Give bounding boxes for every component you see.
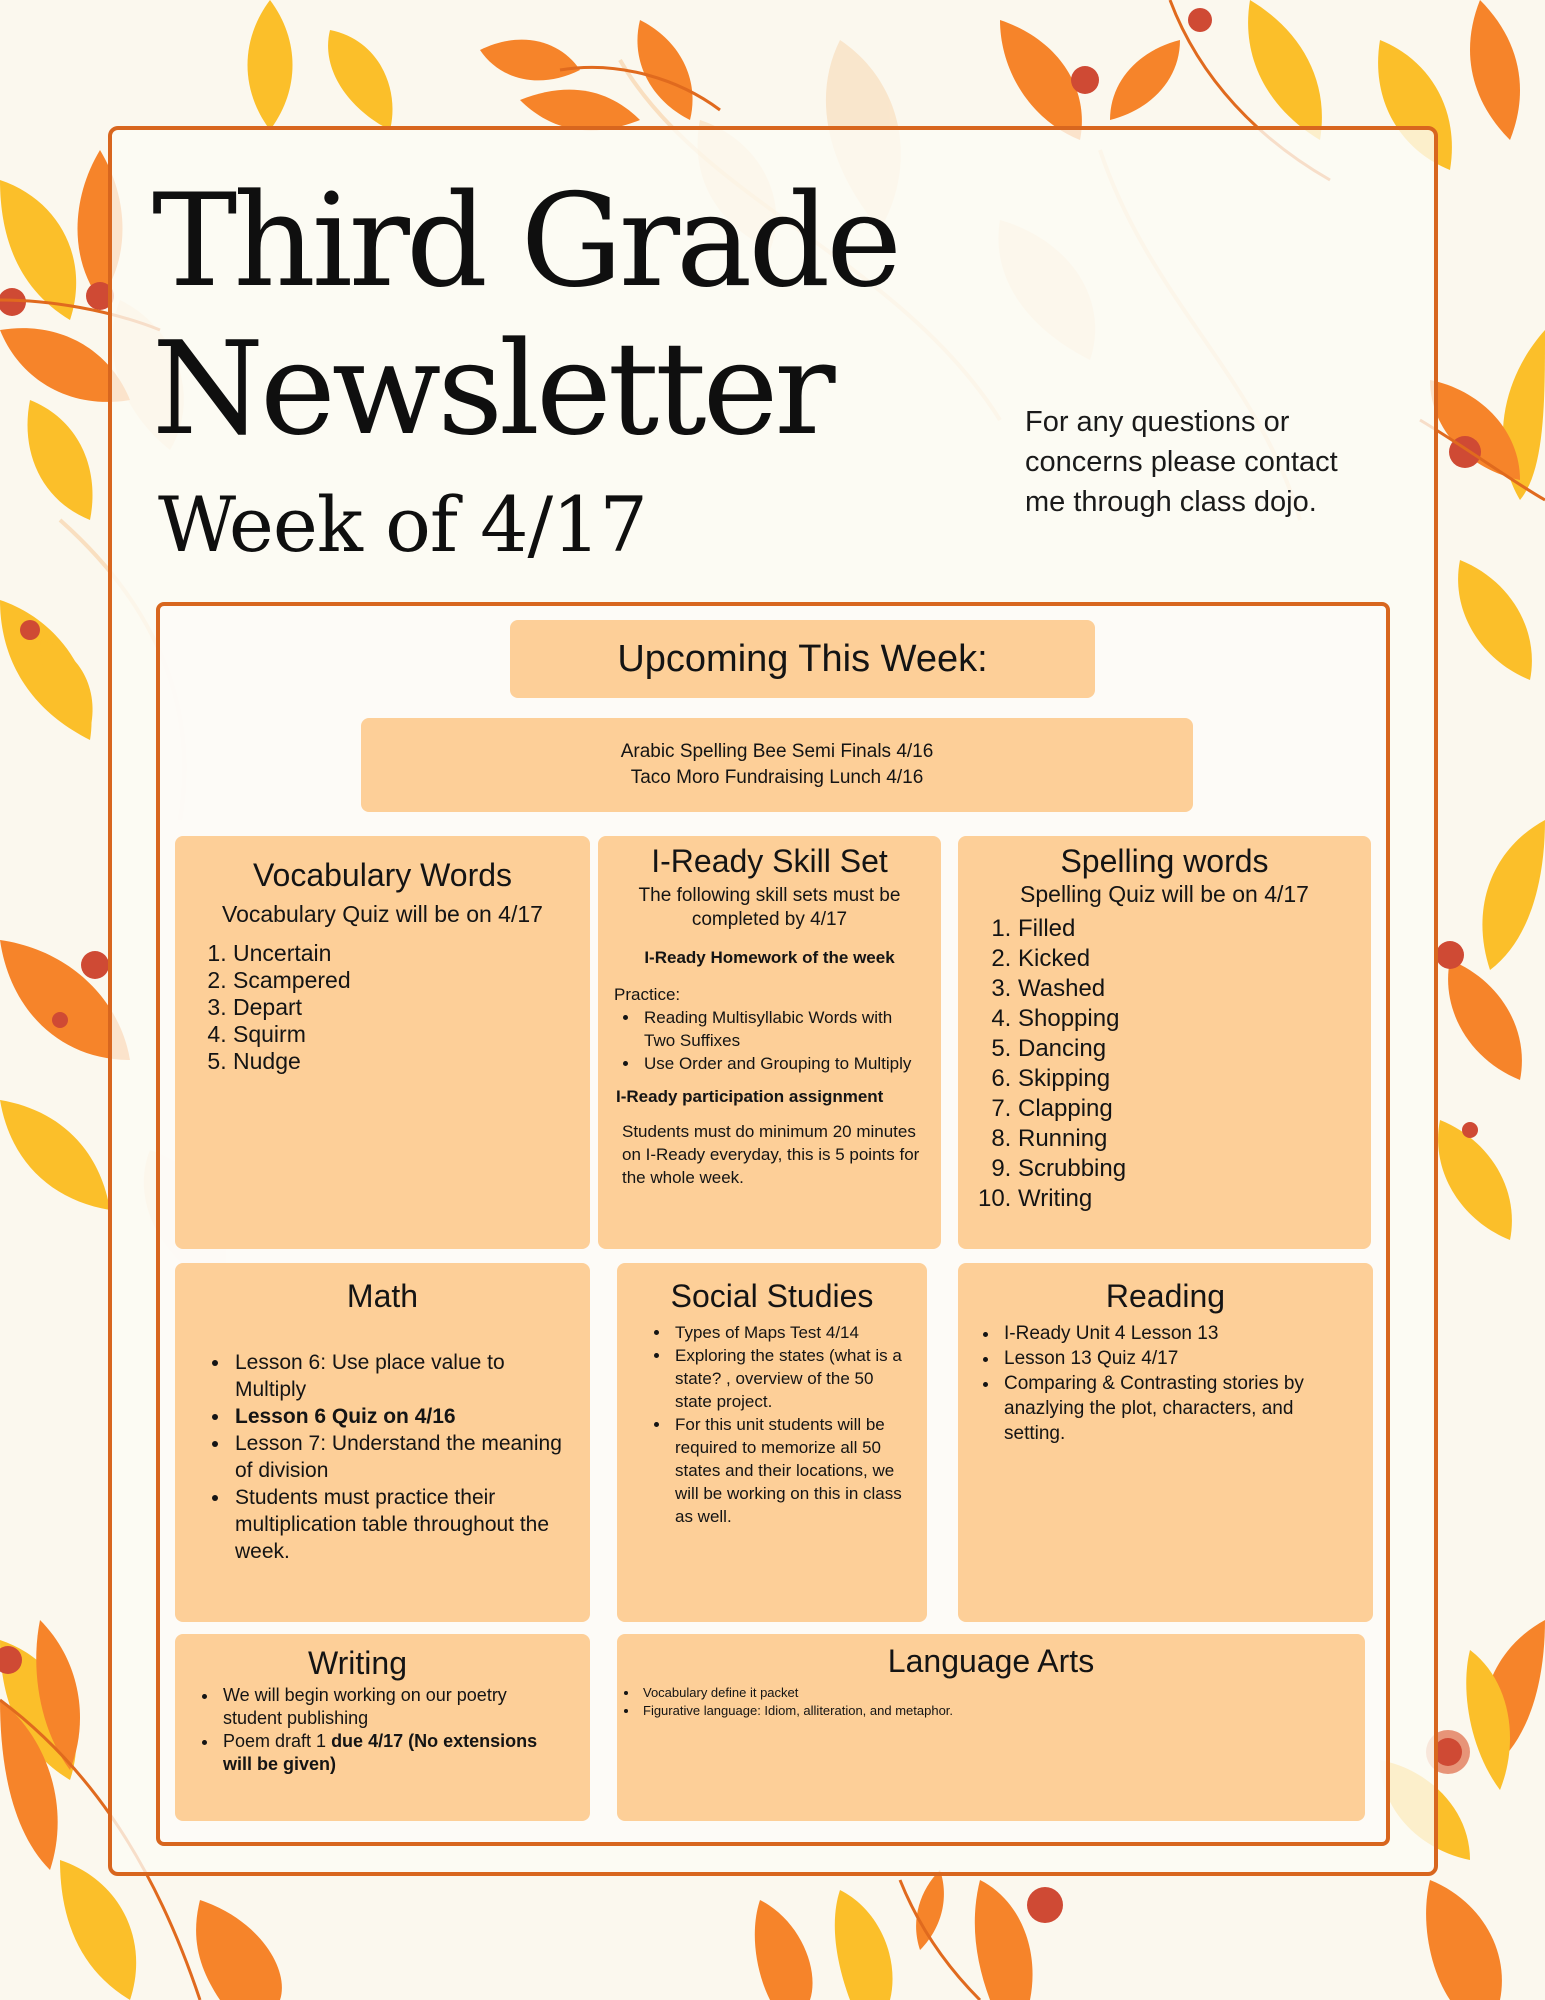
social-studies-item: • Exploring the states (what is a state? , overview of the 50 state project. <box>671 1344 909 1413</box>
week-subtitle: Week of 4/17 <box>158 480 647 569</box>
title-line-1: Third Grade <box>152 167 898 316</box>
spelling-word: 1. Filled <box>1018 914 1371 944</box>
iready-intro: The following skill sets must be completed by 4/17 <box>638 885 901 930</box>
spelling-card <box>958 836 1371 1249</box>
writing-title: Writing <box>308 1645 407 1681</box>
spelling-word: 5. Dancing <box>1018 1034 1371 1064</box>
iready-practice-item: • Use Order and Grouping to Multiply <box>640 1052 927 1075</box>
spelling-word: 3. Washed <box>1018 974 1371 1004</box>
social-studies-item: • For this unit students will be required to memorize all 50 states and their locations, we will be working on this in class as well. <box>671 1413 909 1528</box>
reading-item: • Lesson 13 Quiz 4/17 <box>1000 1346 1351 1371</box>
language-arts-list <box>617 1684 1365 1720</box>
math-item: • Lesson 7: Understand the meaning of division <box>231 1430 566 1484</box>
reading-title: Reading <box>1105 1278 1226 1314</box>
vocabulary-subtitle: Vocabulary Quiz will be on 4/17 <box>222 901 543 927</box>
vocabulary-word: 1. Uncertain <box>233 940 590 967</box>
language-arts-item: • Vocabulary define it packet <box>639 1684 1365 1702</box>
event-item: Arabic Spelling Bee Semi Finals 4/16 <box>620 741 934 762</box>
event-item: Taco Moro Fundraising Lunch 4/16 <box>630 767 924 788</box>
writing-item-text: Poem draft 1 <box>223 1731 332 1751</box>
spelling-word: 6. Skipping <box>1018 1064 1371 1094</box>
math-item: • Students must practice their multiplication table throughout the week. <box>231 1484 566 1565</box>
spelling-word: 10. Writing <box>1018 1184 1371 1214</box>
social-studies-card <box>617 1263 927 1622</box>
reading-card <box>958 1263 1373 1622</box>
math-list <box>175 1349 590 1565</box>
reading-item: • I-Ready Unit 4 Lesson 13 <box>1000 1321 1351 1346</box>
reading-item: • Comparing & Contrasting stories by anazlying the plot, characters, and setting. <box>1000 1371 1351 1446</box>
newsletter-title <box>152 168 898 464</box>
spelling-word: 4. Shopping <box>1018 1004 1371 1034</box>
writing-card <box>175 1634 590 1821</box>
language-arts-item: • Figurative language: Idiom, alliteration, and metaphor. <box>639 1702 1365 1720</box>
language-arts-title: Language Arts <box>887 1643 1095 1679</box>
vocabulary-title: Vocabulary Words <box>252 857 513 893</box>
spelling-subtitle: Spelling Quiz will be on 4/17 <box>1020 881 1309 907</box>
writing-list <box>175 1684 590 1776</box>
events-box <box>361 718 1193 812</box>
iready-practice-item: • Reading Multisyllabic Words with Two Suffixes <box>640 1006 927 1052</box>
vocabulary-word: 5. Nudge <box>233 1048 590 1075</box>
writing-item: • We will begin working on our poetry student publishing <box>219 1684 568 1730</box>
math-title: Math <box>346 1278 419 1314</box>
iready-practice-label: Practice: <box>614 985 681 1004</box>
math-card <box>175 1263 590 1622</box>
social-studies-list <box>617 1321 927 1528</box>
writing-deadline: due 4/17 (No extensions will be given) <box>223 1731 538 1774</box>
iready-participation-text: Students must do minimum 20 minutes on I-Ready everyday, this is 5 points for the whole week. <box>622 1122 920 1187</box>
title-line-2: Newsletter <box>152 315 832 464</box>
spelling-word: 8. Running <box>1018 1124 1371 1154</box>
vocabulary-word: 4. Squirm <box>233 1021 590 1048</box>
iready-title: I-Ready Skill Set <box>651 843 888 879</box>
upcoming-title: Upcoming This Week: <box>617 637 988 680</box>
vocabulary-card <box>175 836 590 1249</box>
iready-card <box>598 836 941 1249</box>
contact-note: For any questions or concerns please contact me through class dojo. <box>1025 406 1338 518</box>
math-item: • Lesson 6: Use place value to Multiply <box>231 1349 566 1403</box>
vocabulary-word: 2. Scampered <box>233 967 590 994</box>
math-item: • Lesson 6 Quiz on 4/16 <box>231 1403 566 1430</box>
spelling-word: 2. Kicked <box>1018 944 1371 974</box>
iready-practice-list <box>598 1006 941 1075</box>
language-arts-card <box>617 1634 1365 1821</box>
reading-list <box>958 1321 1373 1446</box>
writing-item <box>219 1730 568 1776</box>
iready-homework-heading: I-Ready Homework of the week <box>644 948 895 967</box>
upcoming-header <box>510 620 1095 698</box>
spelling-title: Spelling words <box>1060 843 1269 879</box>
social-studies-title: Social Studies <box>670 1278 874 1314</box>
iready-participation-heading: I-Ready participation assignment <box>616 1087 884 1106</box>
spelling-word: 9. Scrubbing <box>1018 1154 1371 1184</box>
social-studies-item: • Types of Maps Test 4/14 <box>671 1321 909 1344</box>
vocabulary-word: 3. Depart <box>233 994 590 1021</box>
vocabulary-list <box>175 940 590 1075</box>
spelling-word: 7. Clapping <box>1018 1094 1371 1124</box>
spelling-list <box>958 914 1371 1214</box>
